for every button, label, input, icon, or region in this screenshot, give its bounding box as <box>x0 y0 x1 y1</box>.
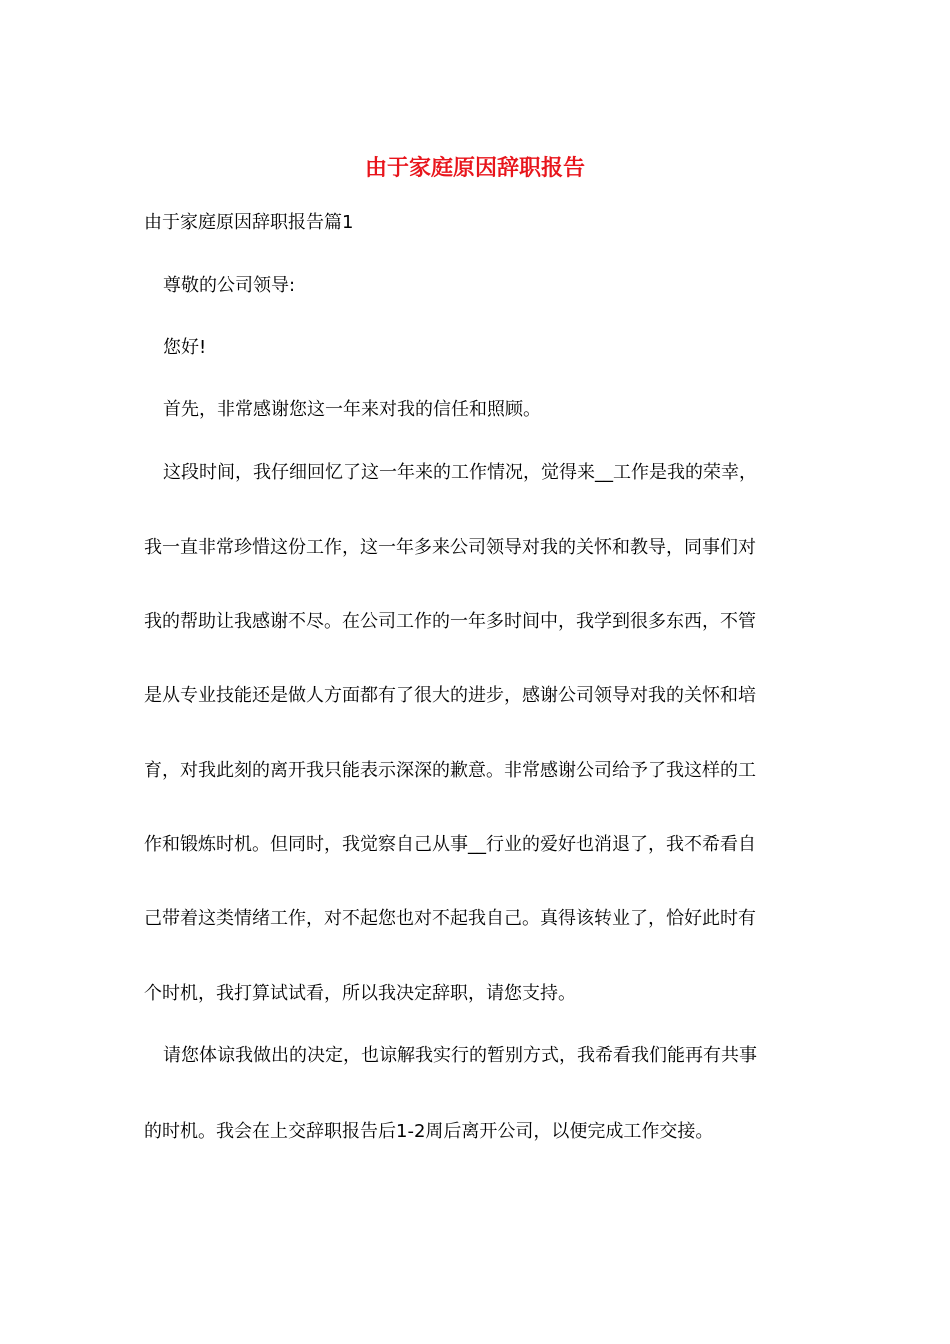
paragraph-thanks: 首先，非常感谢您这一年来对我的信任和照顾。 <box>163 399 541 420</box>
paragraph-line: 育，对我此刻的离开我只能表示深深的歉意。非常感谢公司给予了我这样的工 <box>144 760 756 781</box>
section-heading: 由于家庭原因辞职报告篇1 <box>144 212 354 233</box>
paragraph-line: 作和锻炼时机。但同时，我觉察自己从事__行业的爱好也消退了，我不希看自 <box>144 834 756 855</box>
paragraph-line: 这段时间，我仔细回忆了这一年来的工作情况，觉得来__工作是我的荣幸， <box>163 462 757 483</box>
document-title: 由于家庭原因辞职报告 <box>364 155 585 181</box>
salutation: 尊敬的公司领导: <box>163 275 296 296</box>
paragraph-line: 我的帮助让我感谢不尽。在公司工作的一年多时间中，我学到很多东西，不管 <box>144 611 756 632</box>
paragraph-line: 是从专业技能还是做人方面都有了很大的进步，感谢公司领导对我的关怀和培 <box>144 685 756 706</box>
paragraph-line: 的时机。我会在上交辞职报告后1-2周后离开公司，以便完成工作交接。 <box>144 1121 714 1142</box>
paragraph-line: 个时机，我打算试试看，所以我决定辞职，请您支持。 <box>144 983 576 1004</box>
paragraph-line: 己带着这类情绪工作，对不起您也对不起我自己。真得该转业了，恰好此时有 <box>144 908 756 929</box>
paragraph-line: 请您体谅我做出的决定，也谅解我实行的暂别方式，我希看我们能再有共事 <box>163 1045 757 1066</box>
paragraph-line: 我一直非常珍惜这份工作，这一年多来公司领导对我的关怀和教导，同事们对 <box>144 537 756 558</box>
greeting: 您好! <box>163 337 207 358</box>
